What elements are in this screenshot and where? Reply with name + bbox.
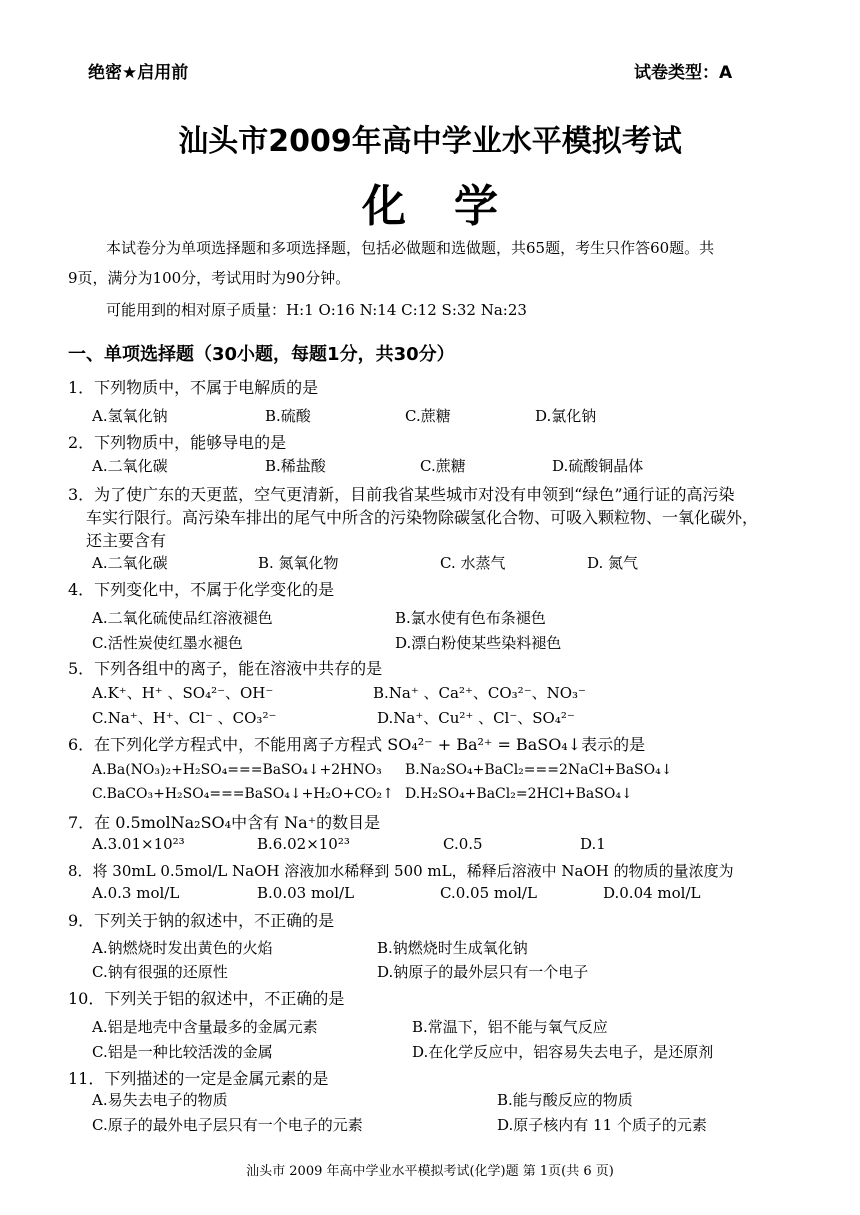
option-a: A.Ba(NO₃)₂+H₂SO₄===BaSO₄↓+2HNO₃ bbox=[92, 762, 382, 778]
confidential-label: 绝密★启用前 bbox=[88, 63, 189, 83]
option-a: A.3.01×10²³ bbox=[92, 835, 185, 853]
option-d: D.0.04 mol/L bbox=[603, 884, 701, 902]
option-b: B.氯水使有色布条褪色 bbox=[395, 609, 546, 627]
option-b: B.Na₂SO₄+BaCl₂===2NaCl+BaSO₄↓ bbox=[405, 762, 673, 778]
option-a: A.氢氧化钠 bbox=[92, 407, 168, 425]
option-c: C.蔗糖 bbox=[420, 457, 466, 475]
question-stem: 2．下列物质中，能够导电的是 bbox=[68, 433, 287, 452]
option-c: C.Na⁺、H⁺、Cl⁻ 、CO₃²⁻ bbox=[92, 709, 277, 727]
option-b: B.钠燃烧时生成氧化钠 bbox=[377, 939, 528, 957]
option-d: D.漂白粉使某些染料褪色 bbox=[395, 634, 562, 652]
atomic-masses: 可能用到的相对原子质量：H:1 O:16 N:14 C:12 S:32 Na:23 bbox=[106, 301, 527, 319]
option-b: B.稀盐酸 bbox=[265, 457, 326, 475]
option-d: D.氯化钠 bbox=[535, 407, 597, 425]
option-b: B.0.03 mol/L bbox=[257, 884, 355, 902]
option-d: D.Na⁺、Cu²⁺ 、Cl⁻、SO₄²⁻ bbox=[377, 709, 575, 727]
option-d: D.钠原子的最外层只有一个电子 bbox=[377, 963, 589, 981]
option-c: C.原子的最外电子层只有一个电子的元素 bbox=[92, 1116, 363, 1134]
intro-line-1: 本试卷分为单项选择题和多项选择题，包括必做题和选做题，共65题，考生只作答60题。共 bbox=[106, 239, 715, 257]
option-c: C.BaCO₃+H₂SO₄===BaSO₄↓+H₂O+CO₂↑ bbox=[92, 786, 394, 802]
question-stem: 9．下列关于钠的叙述中，不正确的是 bbox=[68, 911, 335, 930]
option-d: D. 氮气 bbox=[587, 554, 639, 572]
option-c: C.铝是一种比较活泼的金属 bbox=[92, 1043, 273, 1061]
option-d: D.在化学反应中，铝容易失去电子，是还原剂 bbox=[412, 1043, 714, 1061]
section-heading: 一、单项选择题（30小题，每题1分，共30分） bbox=[68, 344, 455, 365]
option-c: C.蔗糖 bbox=[405, 407, 451, 425]
exam-title: 汕头市2009年高中学业水平模拟考试 bbox=[178, 124, 682, 159]
option-d: D.原子核内有 11 个质子的元素 bbox=[497, 1116, 707, 1134]
option-d: D.硫酸铜晶体 bbox=[552, 457, 644, 475]
option-a: A.二氧化碳 bbox=[92, 554, 168, 572]
option-a: A.铝是地壳中含量最多的金属元素 bbox=[92, 1018, 318, 1036]
subject-title: 化学 bbox=[362, 181, 546, 232]
question-stem-line: 3．为了使广东的天更蓝，空气更清新，目前我省某些城市对没有申领到“绿色”通行证的高污染 bbox=[68, 485, 735, 504]
option-b: B.6.02×10²³ bbox=[257, 835, 350, 853]
question-stem: 4．下列变化中，不属于化学变化的是 bbox=[68, 580, 335, 599]
option-b: B.Na⁺ 、Ca²⁺、CO₃²⁻、NO₃⁻ bbox=[373, 684, 586, 702]
option-c: C. 水蒸气 bbox=[440, 554, 506, 572]
question-stem: 11．下列描述的一定是金属元素的是 bbox=[68, 1069, 329, 1088]
question-stem: 6．在下列化学方程式中，不能用离子方程式 SO₄²⁻ + Ba²⁺ = BaSO₄↓表示的是 bbox=[68, 735, 646, 754]
option-a: A.二氧化硫使品红溶液褪色 bbox=[92, 609, 273, 627]
question-stem-line: 还主要含有 bbox=[86, 531, 167, 550]
option-a: A.易失去电子的物质 bbox=[92, 1091, 228, 1109]
question-stem: 7．在 0.5molNa₂SO₄中含有 Na⁺的数目是 bbox=[68, 813, 381, 832]
question-stem: 10．下列关于铝的叙述中，不正确的是 bbox=[68, 989, 345, 1008]
question-stem: 8．将 30mL 0.5mol/L NaOH 溶液加水稀释到 500 mL，稀释后溶液中 NaOH 的物质的量浓度为 bbox=[68, 862, 734, 880]
paper-type-label: 试卷类型：A bbox=[634, 63, 733, 83]
option-a: A.钠燃烧时发出黄色的火焰 bbox=[92, 939, 273, 957]
question-stem: 5．下列各组中的离子，能在溶液中共存的是 bbox=[68, 659, 383, 678]
option-b: B.常温下，铝不能与氧气反应 bbox=[412, 1018, 608, 1036]
option-a: A.二氧化碳 bbox=[92, 457, 168, 475]
page-footer: 汕头市 2009 年高中学业水平模拟考试(化学)题 第 1页(共 6 页) bbox=[246, 1164, 614, 1179]
question-stem-line: 车实行限行。高污染车排出的尾气中所含的污染物除碳氢化合物、可吸入颗粒物、一氧化碳外， bbox=[86, 508, 759, 527]
option-b: B.硫酸 bbox=[265, 407, 311, 425]
option-c: C.0.5 bbox=[443, 835, 483, 853]
intro-line-2: 9页，满分为100分，考试用时为90分钟。 bbox=[68, 269, 351, 287]
option-c: C.活性炭使红墨水褪色 bbox=[92, 634, 243, 652]
option-a: A.0.3 mol/L bbox=[92, 884, 180, 902]
option-b: B.能与酸反应的物质 bbox=[497, 1091, 633, 1109]
question-stem: 1．下列物质中，不属于电解质的是 bbox=[68, 378, 319, 397]
option-d: D.H₂SO₄+BaCl₂=2HCl+BaSO₄↓ bbox=[405, 786, 633, 802]
option-b: B. 氮氧化物 bbox=[258, 554, 339, 572]
option-d: D.1 bbox=[580, 835, 606, 853]
option-c: C.钠有很强的还原性 bbox=[92, 963, 228, 981]
option-a: A.K⁺、H⁺ 、SO₄²⁻、OH⁻ bbox=[92, 684, 274, 702]
option-c: C.0.05 mol/L bbox=[440, 884, 537, 902]
